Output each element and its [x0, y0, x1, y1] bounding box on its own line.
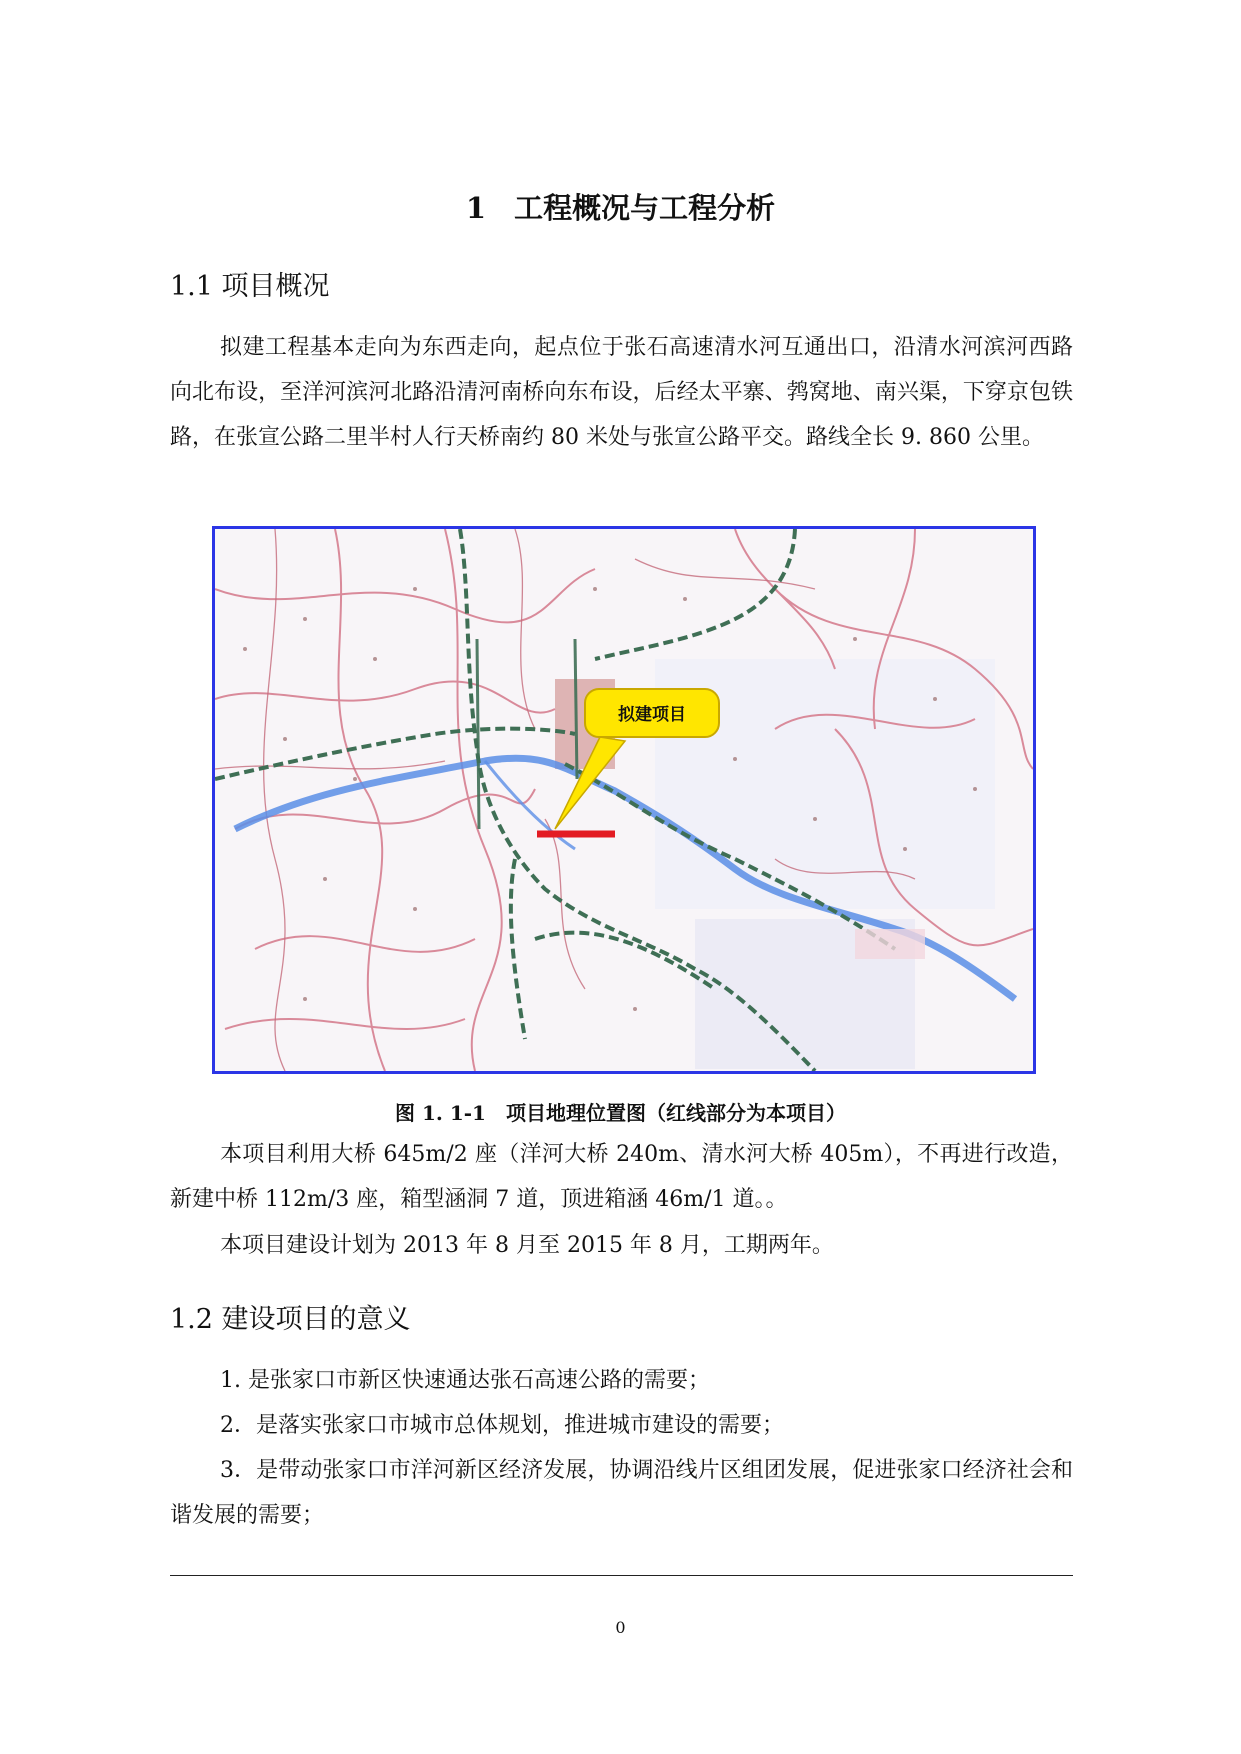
schedule-paragraph: 本项目建设计划为 2013 年 8 月至 2015 年 8 月，工期两年。 — [220, 1233, 834, 1258]
chapter-number: 1 — [465, 191, 487, 225]
callout-label: 拟建项目 — [618, 705, 686, 725]
significance-item-3: 3．是带动张家口市洋河新区经济发展，协调沿线片区组团发展，促进张家口经济社会和谐发展的需要； — [170, 1458, 1073, 1528]
location-map — [215, 529, 1033, 1071]
location-map-figure — [212, 526, 1036, 1074]
significance-item-1: 1. 是张家口市新区快速通达张石高速公路的需要； — [220, 1368, 710, 1393]
significance-item-2: 2．是落实张家口市城市总体规划，推进城市建设的需要； — [220, 1413, 784, 1438]
project-overview-paragraph: 拟建工程基本走向为东西走向，起点位于张石高速清水河互通出口，沿清水河滨河西路向北布设，至洋河滨河北路沿清河南桥向东布设，后经太平寨、鹁窝地、南兴渠，下穿京包铁路，在张宣公路二里半村人行天桥南约 80 米处与张宣公路平交。路线全长 9. 860 公里。 — [170, 335, 1073, 450]
chapter-title-text: 工程概况与工程分析 — [514, 191, 776, 225]
section-heading-1-2: 1.2 建设项目的意义 — [170, 1304, 411, 1335]
bridges-paragraph: 本项目利用大桥 645m/2 座（洋河大桥 240m、清水河大桥 405m），不再进行改造，新建中桥 112m/3 座，箱型涵洞 7 道，顶进箱涵 46m/1 道。。 — [170, 1142, 1073, 1212]
figure-caption: 图 1. 1-1 项目地理位置图（红线部分为本项目） — [395, 1101, 846, 1125]
footer-divider — [170, 1575, 1073, 1576]
section-heading-1-1: 1.1 项目概况 — [170, 271, 330, 302]
chapter-title — [0, 186, 1241, 227]
page-number: 0 — [615, 1618, 626, 1637]
